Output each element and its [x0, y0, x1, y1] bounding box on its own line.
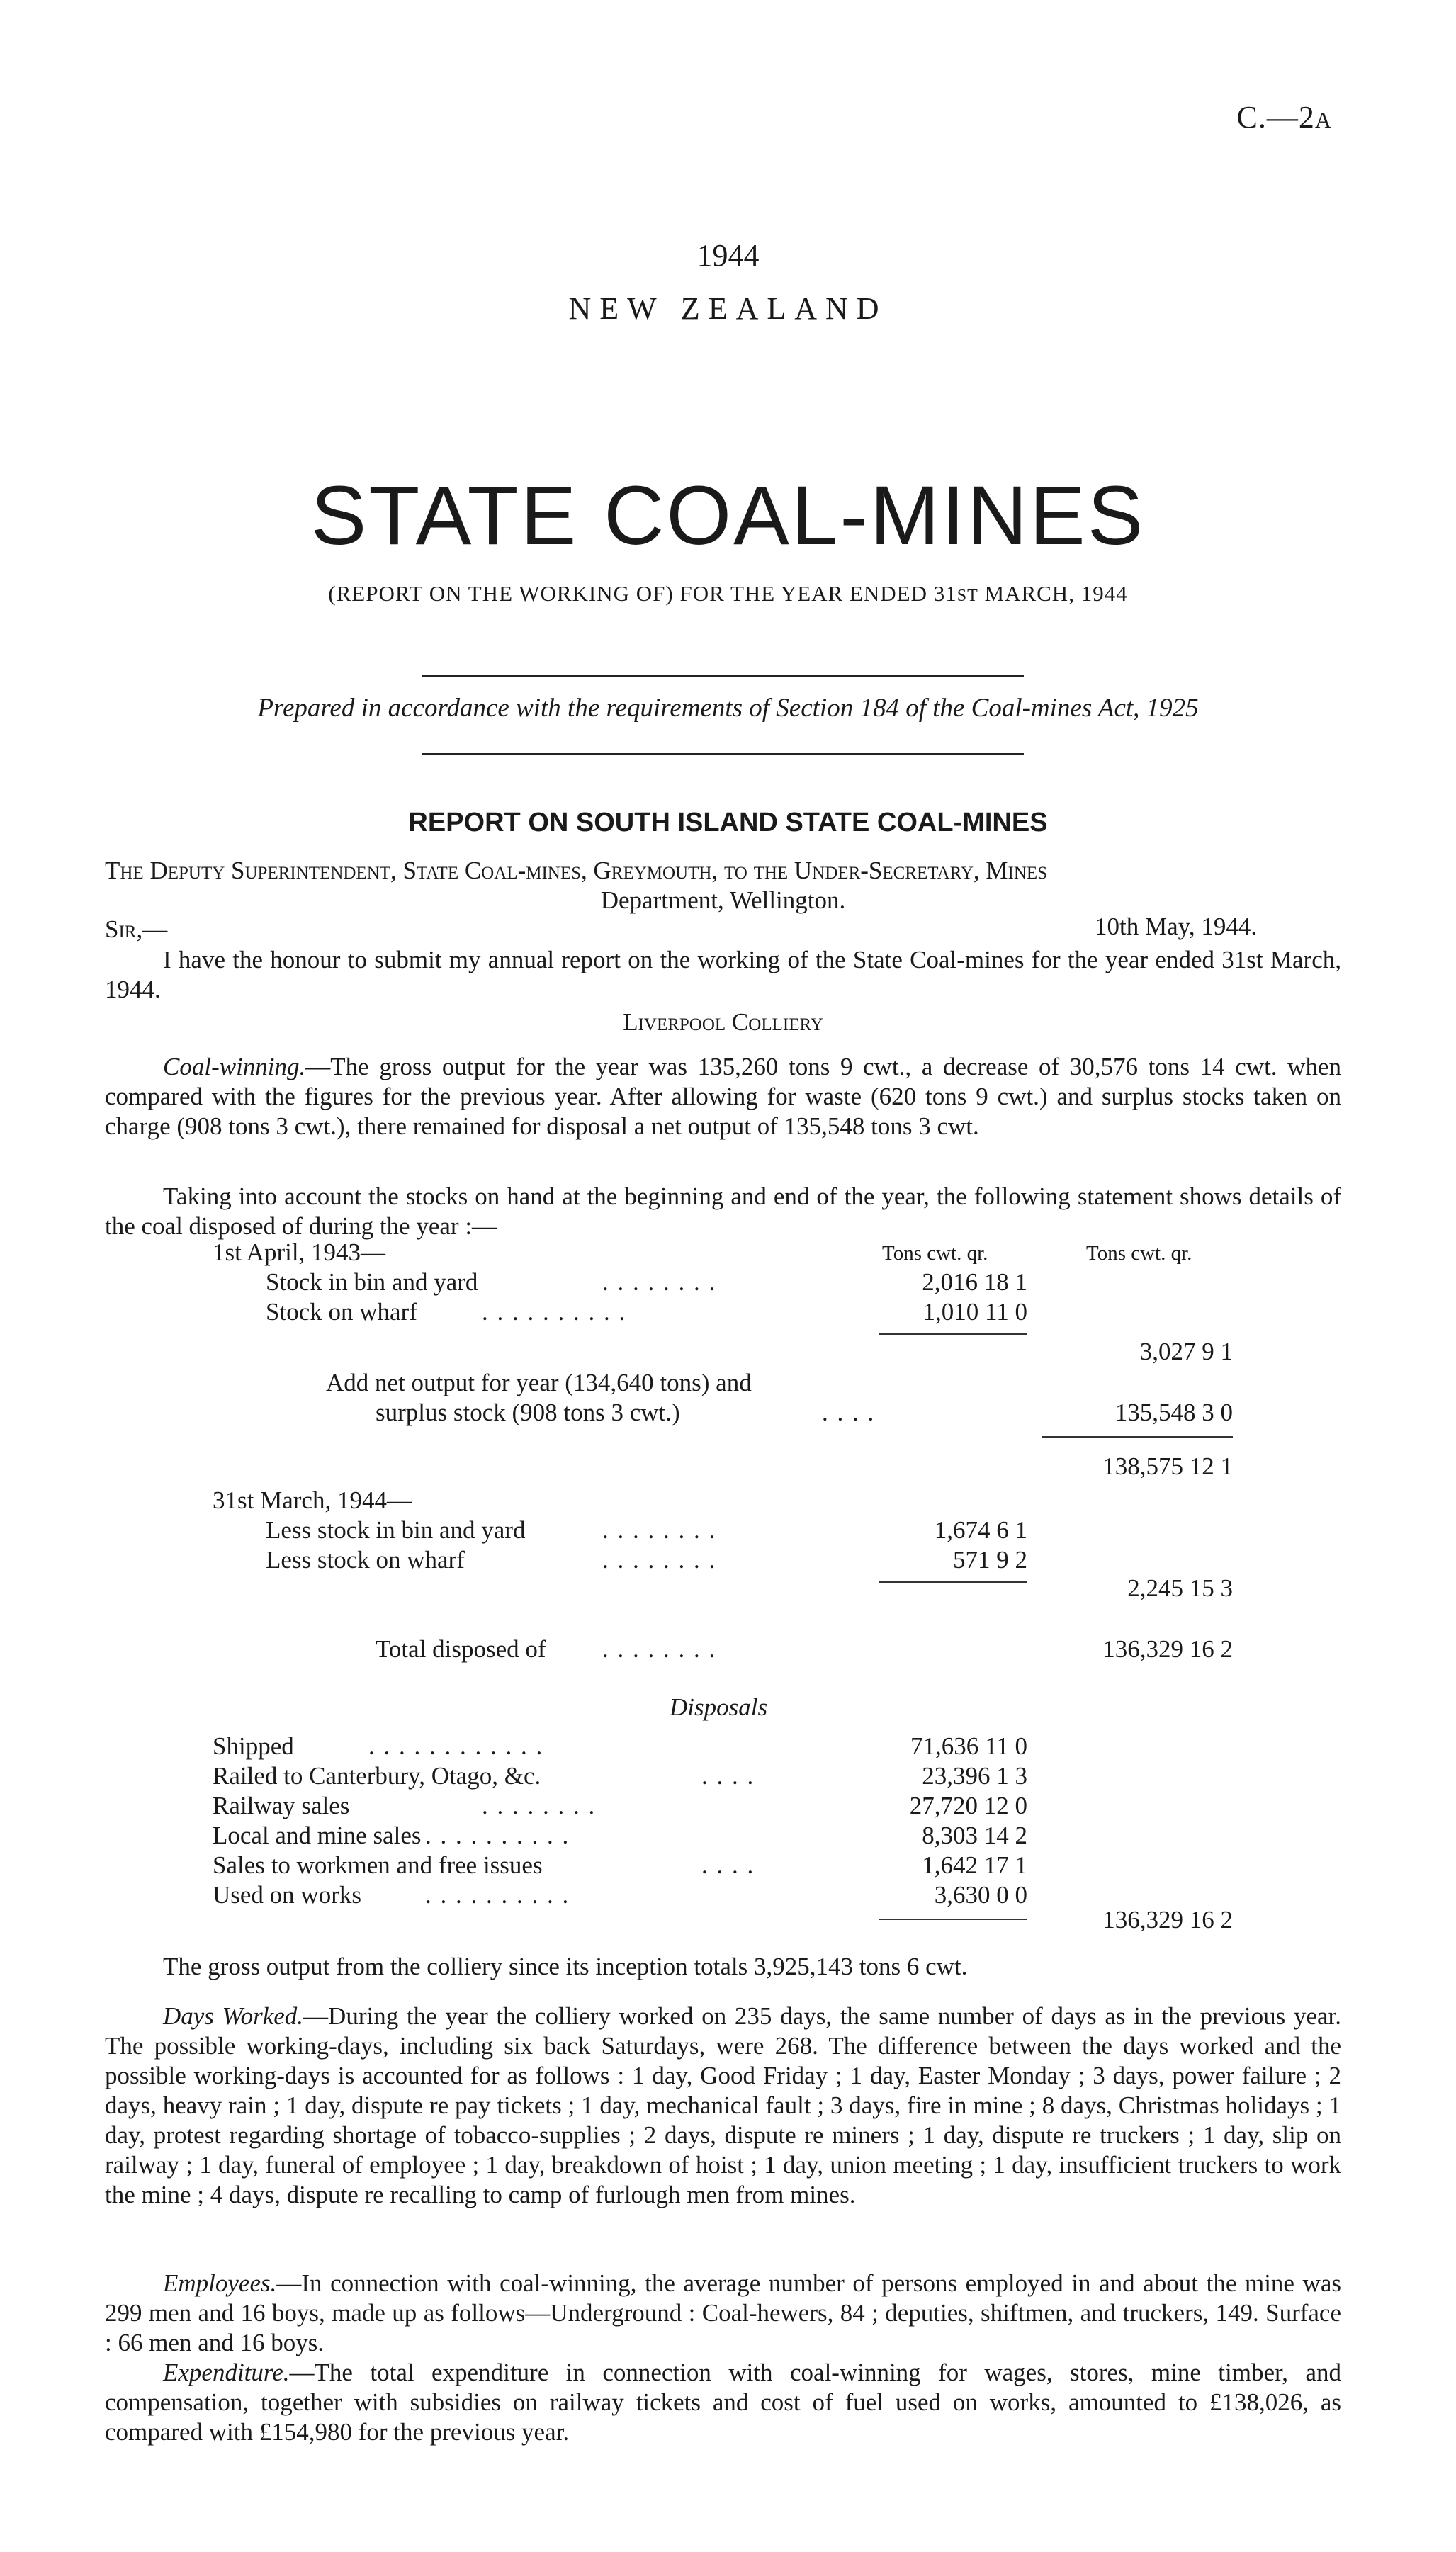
add-net-output-line2: surplus stock (908 tons 3 cwt.)	[376, 1399, 680, 1426]
report-year: 1944	[696, 238, 760, 273]
disposals-heading: Disposals	[670, 1693, 768, 1721]
leader-dots: . . . . . . . .	[602, 1516, 717, 1544]
page-ref-main: C.—2	[1236, 100, 1315, 135]
stock-row-label: Stock on wharf	[266, 1298, 417, 1326]
days-worked-text: —During the year the colliery worked on 235 days, the same number of days as in the previous year. The possible working-days, including six back Saturdays, were 268. The difference between the days worked and the possible working-days is accounted for as follows : 1 day, Good Friday ; 1 day, Easter Monday ; 3 days, power failure ; 2 days, heavy rain ; 1 day, dispute re pay tickets ; 1 day, mechanical fault ; 3 days, fire in mine ; 8 days, Christmas holidays ; 1 day, protest regarding shortage of tobacco-supplies ; 2 days, dispute re miners ; 1 day, dispute re truckers ; 1 day, slip on railway ; 1 day, funeral of employee ; 1 day, breakdown of hoist ; 1 day, union meeting ; 1 day, insufficient truckers to work the mine ; 4 days, dispute re recalling to camp of furlough men from mines.	[105, 2002, 1341, 2208]
opening-date-label: 1st April, 1943—	[213, 1238, 386, 1266]
closing-total-value: 2,245 15 3	[1127, 1574, 1233, 1602]
subtotal-rule	[879, 1919, 1027, 1920]
total-disposed-value: 136,329 16 2	[1102, 1635, 1233, 1663]
less-stock-row-value: 1,674 6 1	[934, 1516, 1027, 1544]
page-ref-suffix: A	[1314, 107, 1332, 132]
statement-column-header: Tons cwt. qr.	[882, 1242, 988, 1265]
closing-date-label: 31st March, 1944—	[213, 1486, 412, 1514]
subtotal-rule	[1042, 1436, 1233, 1438]
leader-dots: . . . . . . . . . .	[425, 1822, 570, 1849]
divider-rule-bottom	[422, 753, 1024, 755]
stocks-intro-paragraph: Taking into account the stocks on hand at the beginning and end of the year, the following statement shows details of the coal disposed of during the year :—	[105, 1182, 1341, 1240]
add-net-output-line1: Add net output for year (134,640 tons) and	[326, 1369, 752, 1396]
disposal-row-value: 8,303 14 2	[922, 1822, 1027, 1849]
employees-text: —In connection with coal-winning, the average number of persons employed in and about the mine was 299 men and 16 boys, made up as follows—Underground : Coal-hewers, 84 ; deputies, shiftmen, and truckers, 149. Surface : 66 men and 16 boys.	[105, 2269, 1341, 2356]
disposal-row-label: Local and mine sales	[213, 1822, 422, 1849]
statement-column-header-2: Tons cwt. qr.	[1086, 1242, 1192, 1265]
subtitle-text-end: MARCH, 1944	[978, 581, 1128, 606]
expenditure-paragraph	[105, 2358, 1341, 2447]
subtotal-rule	[879, 1581, 1027, 1583]
subtitle-superscript: ST	[956, 587, 978, 605]
leader-dots: . . . . . . . .	[602, 1546, 717, 1574]
stock-row-value: 2,016 18 1	[922, 1268, 1027, 1296]
days-worked-label: Days Worked.	[163, 2002, 304, 2030]
disposal-row-value: 3,630 0 0	[934, 1881, 1027, 1909]
leader-dots: . . . . . . . .	[482, 1792, 597, 1819]
leader-dots: . . . . . . . . . . . .	[368, 1732, 544, 1760]
less-stock-row-label: Less stock on wharf	[266, 1546, 465, 1574]
address-line	[105, 856, 1341, 886]
leader-dots: . . . .	[701, 1762, 755, 1790]
address-text: The Deputy Superintendent, State Coal-mines, Greymouth, to the Under-Secretary, Mines	[105, 857, 1048, 884]
intro-paragraph: I have the honour to submit my annual report on the working of the State Coal-mines for the year ended 31st March, 1944.	[105, 946, 1341, 1003]
less-stock-row-value: 571 9 2	[953, 1546, 1027, 1574]
subtitle-text: (REPORT ON THE WORKING OF) FOR THE YEAR ENDED 31	[328, 581, 957, 606]
country-title: NEW ZEALAND	[568, 291, 888, 326]
disposal-row-label: Railed to Canterbury, Otago, &c.	[213, 1762, 541, 1790]
leader-dots: . . . .	[822, 1399, 876, 1426]
stock-row-value: 1,010 11 0	[922, 1298, 1027, 1326]
disposal-row-value: 71,636 11 0	[910, 1732, 1027, 1760]
leader-dots: . . . . . . . .	[602, 1635, 717, 1663]
divider-rule-top	[422, 675, 1024, 677]
days-worked-paragraph	[105, 2001, 1341, 2210]
page-reference	[1237, 99, 1332, 135]
expenditure-text: —The total expenditure in connection with coal-winning for wages, stores, mine timber, and compensation, together with subsidies on railway tickets and cost of fuel used on works, amounted to £138,026, as compared with £154,980 for the previous year.	[105, 2359, 1341, 2446]
opening-total-value: 3,027 9 1	[1139, 1338, 1233, 1365]
coal-winning-label: Coal-winning.	[163, 1053, 306, 1080]
less-stock-row-label: Less stock in bin and yard	[266, 1516, 526, 1544]
leader-dots: . . . . . . . . . .	[482, 1298, 627, 1326]
coal-winning-paragraph	[105, 1052, 1341, 1141]
expenditure-label: Expenditure.	[163, 2359, 290, 2386]
gross-output-paragraph: The gross output from the colliery since its inception totals 3,925,143 tons 6 cwt.	[163, 1953, 968, 1980]
disposal-row-value: 27,720 12 0	[909, 1792, 1027, 1819]
add-net-output-value: 135,548 3 0	[1114, 1399, 1233, 1426]
employees-paragraph	[105, 2269, 1341, 2358]
leader-dots: . . . .	[701, 1851, 755, 1879]
document-subtitle	[0, 581, 1456, 606]
document-title: STATE COAL-MINES	[310, 469, 1146, 563]
salutation: Sir,—	[105, 915, 168, 943]
employees-label: Employees.	[163, 2269, 277, 2297]
report-heading: REPORT ON SOUTH ISLAND STATE COAL-MINES	[408, 808, 1048, 837]
disposal-row-label: Used on works	[213, 1881, 361, 1909]
disposal-row-value: 1,642 17 1	[922, 1851, 1027, 1879]
address-line-2: Department, Wellington.	[600, 886, 846, 914]
leader-dots: . . . . . . . .	[602, 1268, 717, 1296]
total-disposed-label: Total disposed of	[376, 1635, 546, 1663]
disposal-row-label: Shipped	[213, 1732, 294, 1760]
coal-winning-text: —The gross output for the year was 135,260 tons 9 cwt., a decrease of 30,576 tons 14 cwt. when compared with the figures for the previous year. After allowing for waste (620 tons 9 cwt.) and surplus stocks taken on charge (908 tons 3 cwt.), there remained for disposal a net output of 135,548 tons 3 cwt.	[105, 1053, 1341, 1140]
report-date: 10th May, 1944.	[1095, 913, 1258, 940]
prepared-statement: Prepared in accordance with the requirements of Section 184 of the Coal-mines Act, 1925	[257, 694, 1199, 723]
disposals-total-value: 136,329 16 2	[1102, 1906, 1233, 1933]
disposal-row-label: Sales to workmen and free issues	[213, 1851, 543, 1879]
stock-row-label: Stock in bin and yard	[266, 1268, 478, 1296]
subtotal-rule	[879, 1333, 1027, 1335]
subtotal-value: 138,575 12 1	[1102, 1452, 1233, 1480]
section-title: Liverpool Colliery	[623, 1008, 823, 1036]
disposal-row-value: 23,396 1 3	[922, 1762, 1027, 1790]
disposal-row-label: Railway sales	[213, 1792, 350, 1819]
leader-dots: . . . . . . . . . .	[425, 1881, 570, 1909]
